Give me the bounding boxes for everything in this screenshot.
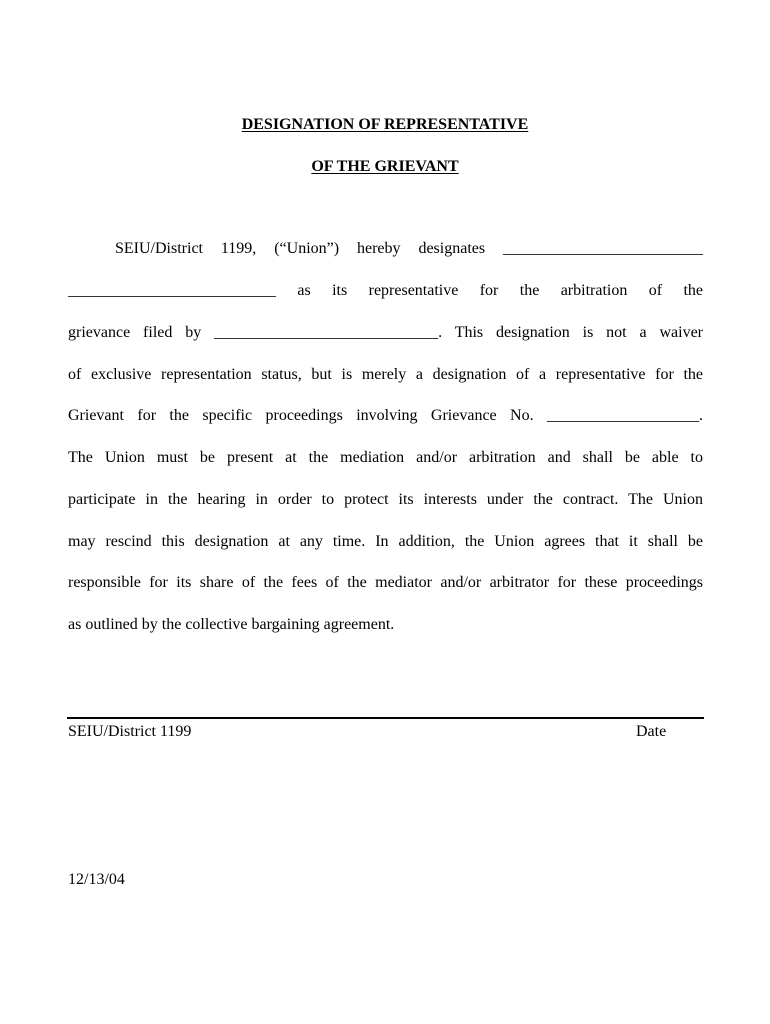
footer-date: 12/13/04 bbox=[68, 871, 125, 888]
body-line: may rescind this designation at any time. In addition, the Union agrees that it shall be bbox=[68, 533, 703, 550]
body-line: SEIU/District 1199, (“Union”) hereby designates _________________________ bbox=[115, 240, 703, 257]
body-line: Grievant for the specific proceedings involving Grievance No. ___________________. bbox=[68, 407, 703, 424]
body-line: participate in the hearing in order to protect its interests under the contract. The Union bbox=[68, 491, 703, 508]
body-line: grievance filed by ____________________________. This designation is not a waiver bbox=[68, 324, 703, 341]
signature-org-label: SEIU/District 1199 bbox=[68, 723, 192, 740]
body-line: __________________________ as its representative for the arbitration of the bbox=[68, 282, 703, 299]
signature-date-label: Date bbox=[636, 723, 667, 740]
document-title: DESIGNATION OF REPRESENTATIVE bbox=[241, 116, 529, 133]
body-line: responsible for its share of the fees of the mediator and/or arbitrator for these proceedings bbox=[68, 574, 703, 591]
body-line: The Union must be present at the mediation and/or arbitration and shall be able to bbox=[68, 449, 703, 466]
document-subtitle: OF THE GRIEVANT bbox=[311, 158, 459, 175]
body-line: of exclusive representation status, but is merely a designation of a representative for the bbox=[68, 366, 703, 383]
body-line: as outlined by the collective bargaining agreement. bbox=[68, 616, 395, 633]
signature-line bbox=[67, 717, 704, 719]
